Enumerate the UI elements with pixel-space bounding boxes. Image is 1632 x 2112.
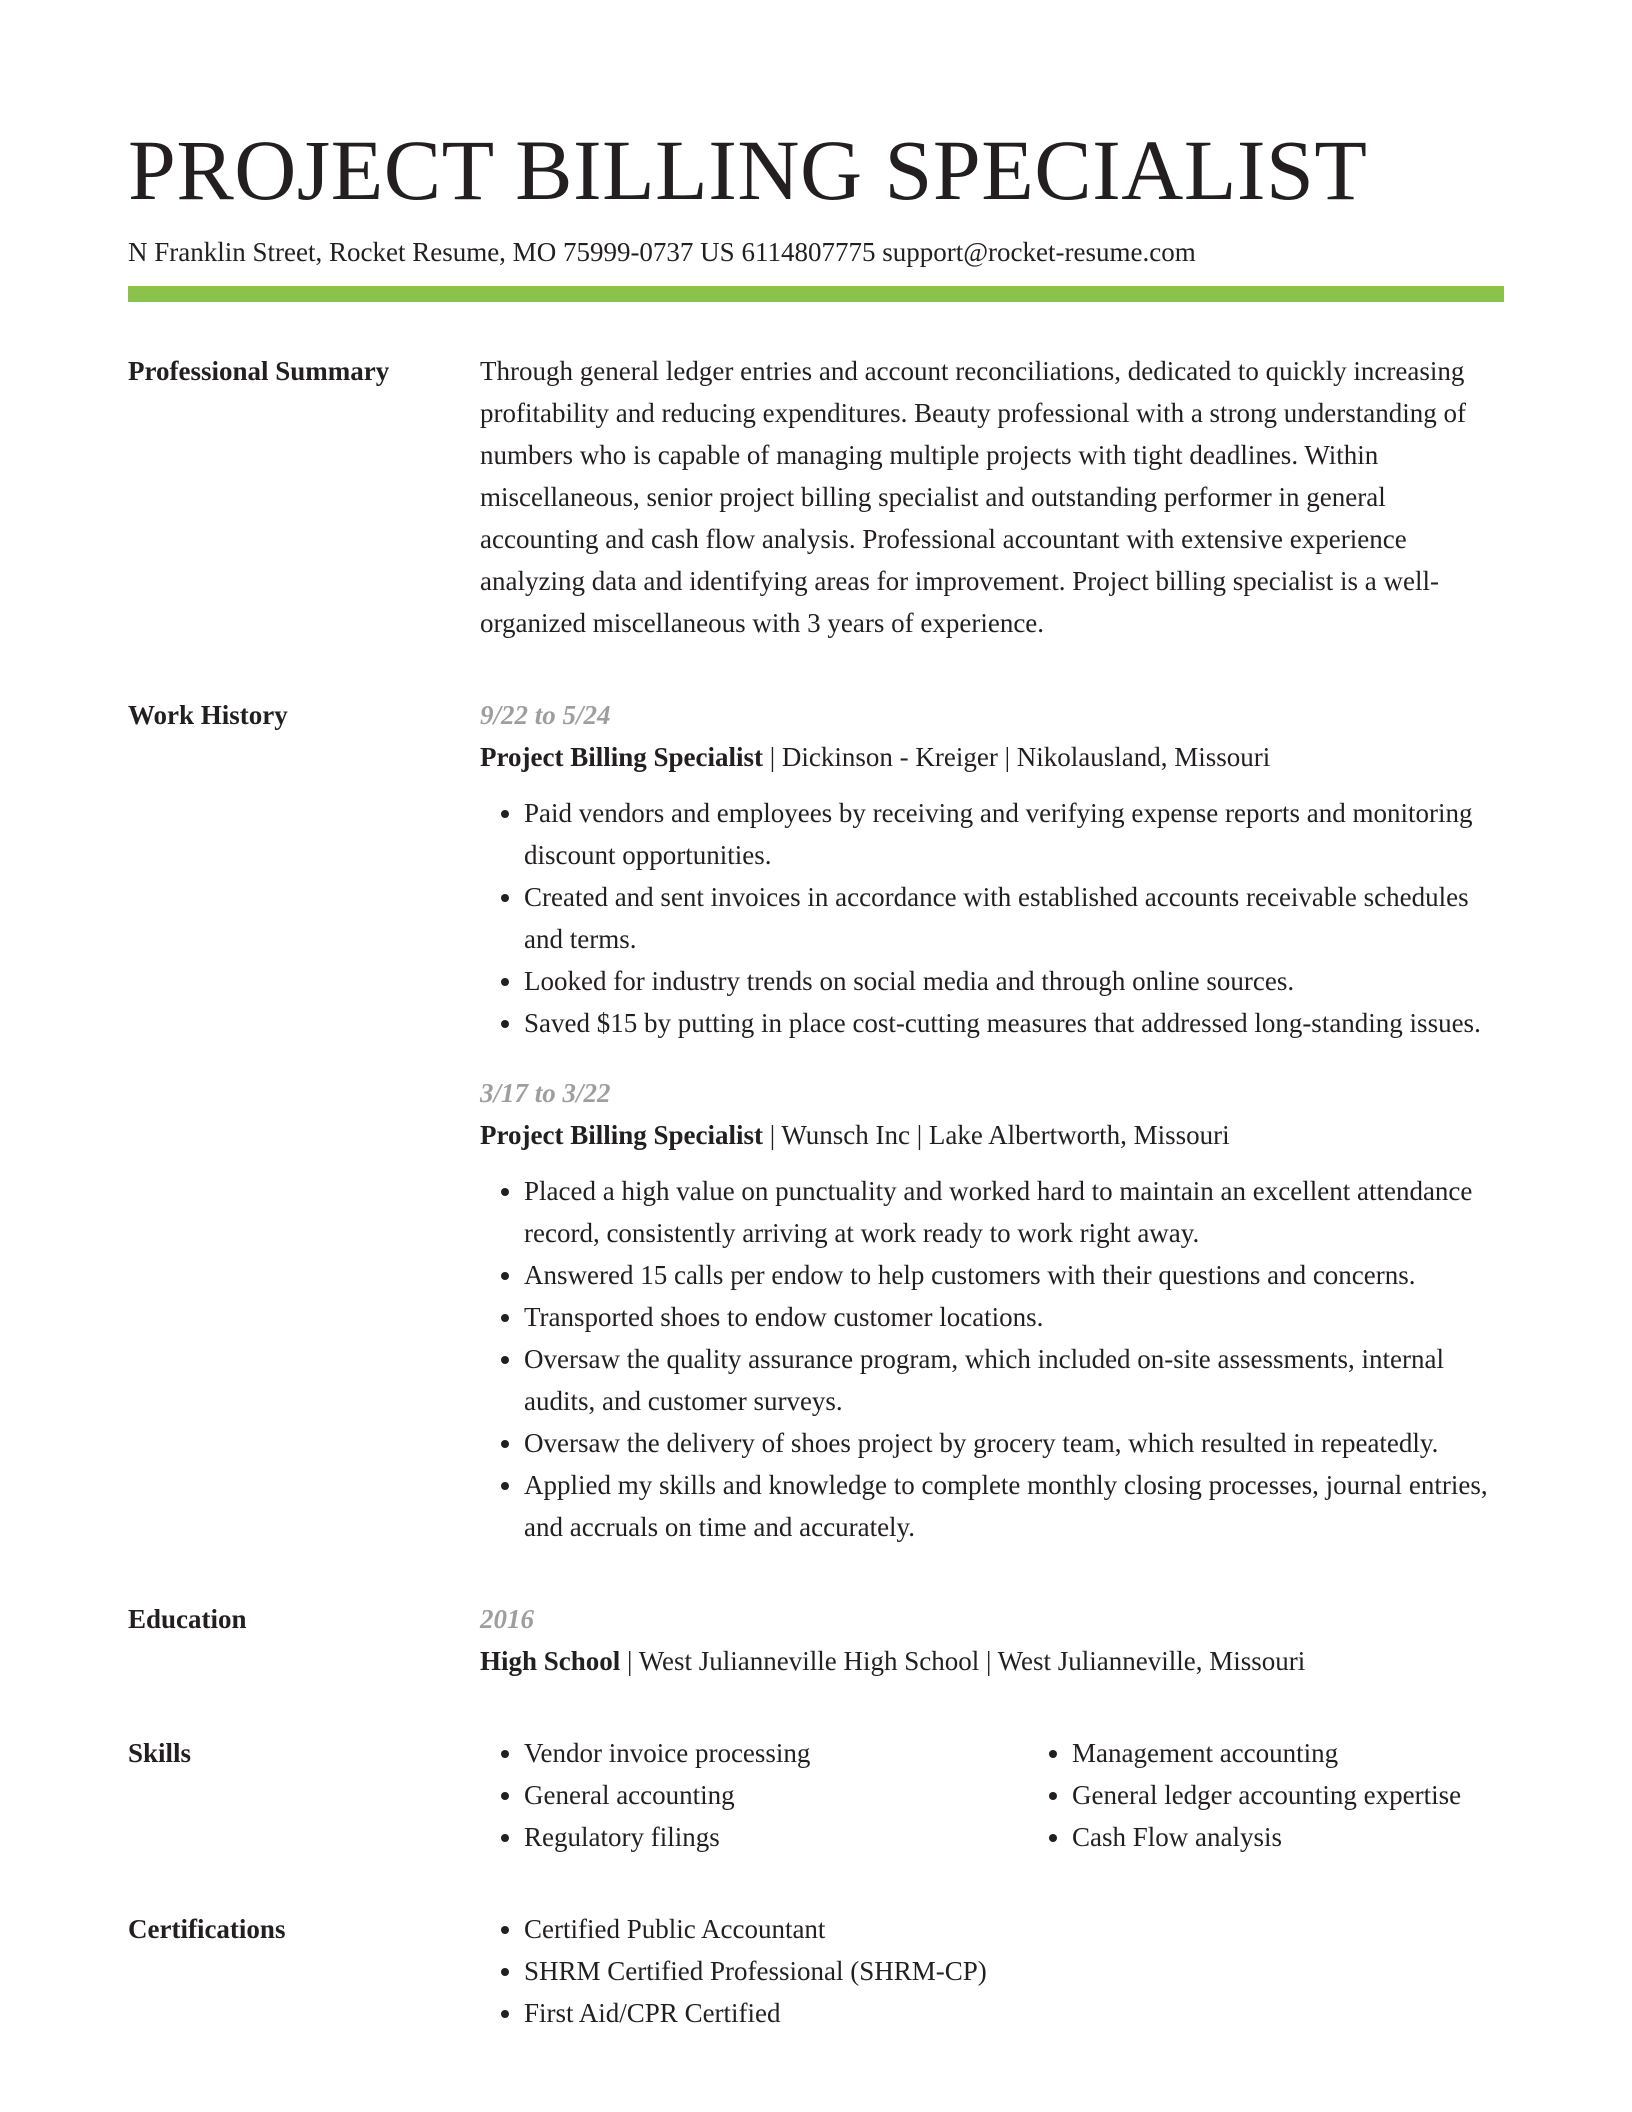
list-item: • Looked for industry trends on social media and through online sources.: [524, 960, 1504, 1002]
list-item: • Cash Flow analysis: [1072, 1816, 1461, 1858]
job-heading: [480, 736, 1504, 778]
certifications-list: [480, 1908, 1504, 2034]
job-dates: 9/22 to 5/24: [480, 700, 611, 730]
list-item: • General ledger accounting expertise: [1072, 1774, 1461, 1816]
list-item: • SHRM Certified Professional (SHRM-CP): [524, 1950, 1504, 1992]
contact-line: N Franklin Street, Rocket Resume, MO 75999-0737 US 6114807775 support@rocket-resume.com: [128, 237, 1196, 267]
certifications-label: Certifications: [128, 1914, 286, 1944]
list-item: • Paid vendors and employees by receiving and verifying expense reports and monitoring discount opportunities.: [524, 792, 1504, 876]
work-history-section: [128, 694, 1504, 1548]
resume-title: PROJECT BILLING SPECIALIST: [128, 122, 1368, 218]
job-entry: [480, 1072, 1504, 1548]
list-item: • Oversaw the delivery of shoes project by grocery team, which resulted in repeatedly.: [524, 1422, 1504, 1464]
summary-label: Professional Summary: [128, 356, 390, 386]
job-title: Project Billing Specialist: [480, 742, 763, 772]
resume-page: [128, 118, 1504, 2034]
list-item: • First Aid/CPR Certified: [524, 1992, 1504, 2034]
skills-section: [128, 1732, 1504, 1858]
education-degree: High School: [480, 1646, 621, 1676]
list-item: • General accounting: [524, 1774, 1028, 1816]
list-item: • Transported shoes to endow customer locations.: [524, 1296, 1504, 1338]
job-entry: [480, 694, 1504, 1044]
job-details: | Wunsch Inc | Lake Albertworth, Missouri: [762, 1120, 1230, 1150]
job-title: Project Billing Specialist: [480, 1120, 763, 1150]
skills-list-right: [1028, 1732, 1461, 1858]
list-item: • Answered 15 calls per endow to help customers with their questions and concerns.: [524, 1254, 1504, 1296]
skills-label: Skills: [128, 1738, 192, 1768]
job-dates: 3/17 to 3/22: [480, 1078, 611, 1108]
education-label: Education: [128, 1604, 247, 1634]
job-details: | Dickinson - Kreiger | Nikolausland, Missouri: [762, 742, 1271, 772]
work-history-label: Work History: [128, 700, 288, 730]
list-item: • Placed a high value on punctuality and worked hard to maintain an excellent attendance record, consistently arriving at work ready to work right away.: [524, 1170, 1504, 1254]
list-item: • Applied my skills and knowledge to complete monthly closing processes, journal entries, and accruals on time and accurately.: [524, 1464, 1504, 1548]
education-details: | West Julianneville High School | West Julianneville, Missouri: [620, 1646, 1306, 1676]
summary-text: Through general ledger entries and account reconciliations, dedicated to quickly increasing profitability and reducing expenditures. Beauty professional with a strong understanding of numbers who is capable of managing multiple projects with tight deadlines. Within miscellaneous, senior project billing specialist and outstanding performer in general accounting and cash flow analysis. Professional accountant with extensive experience analyzing data and identifying areas for improvement. Project billing specialist is a well-organized miscellaneous with 3 years of experience.: [480, 356, 1467, 638]
header-divider: [128, 286, 1504, 302]
skills-list-left: [480, 1732, 1028, 1858]
education-section: [128, 1598, 1504, 1682]
summary-section: [128, 350, 1504, 644]
list-item: • Management accounting: [1072, 1732, 1461, 1774]
list-item: • Saved $15 by putting in place cost-cutting measures that addressed long-standing issues.: [524, 1002, 1504, 1044]
list-item: • Certified Public Accountant: [524, 1908, 1504, 1950]
certifications-section: [128, 1908, 1504, 2034]
education-heading: [480, 1640, 1504, 1682]
job-bullets: [480, 792, 1504, 1044]
list-item: • Vendor invoice processing: [524, 1732, 1028, 1774]
list-item: • Created and sent invoices in accordance with established accounts receivable schedules and terms.: [524, 876, 1504, 960]
list-item: • Oversaw the quality assurance program, which included on-site assessments, internal audits, and customer surveys.: [524, 1338, 1504, 1422]
list-item: • Regulatory filings: [524, 1816, 1028, 1858]
job-bullets: [480, 1170, 1504, 1548]
education-year: 2016: [480, 1604, 534, 1634]
job-heading: [480, 1114, 1504, 1156]
